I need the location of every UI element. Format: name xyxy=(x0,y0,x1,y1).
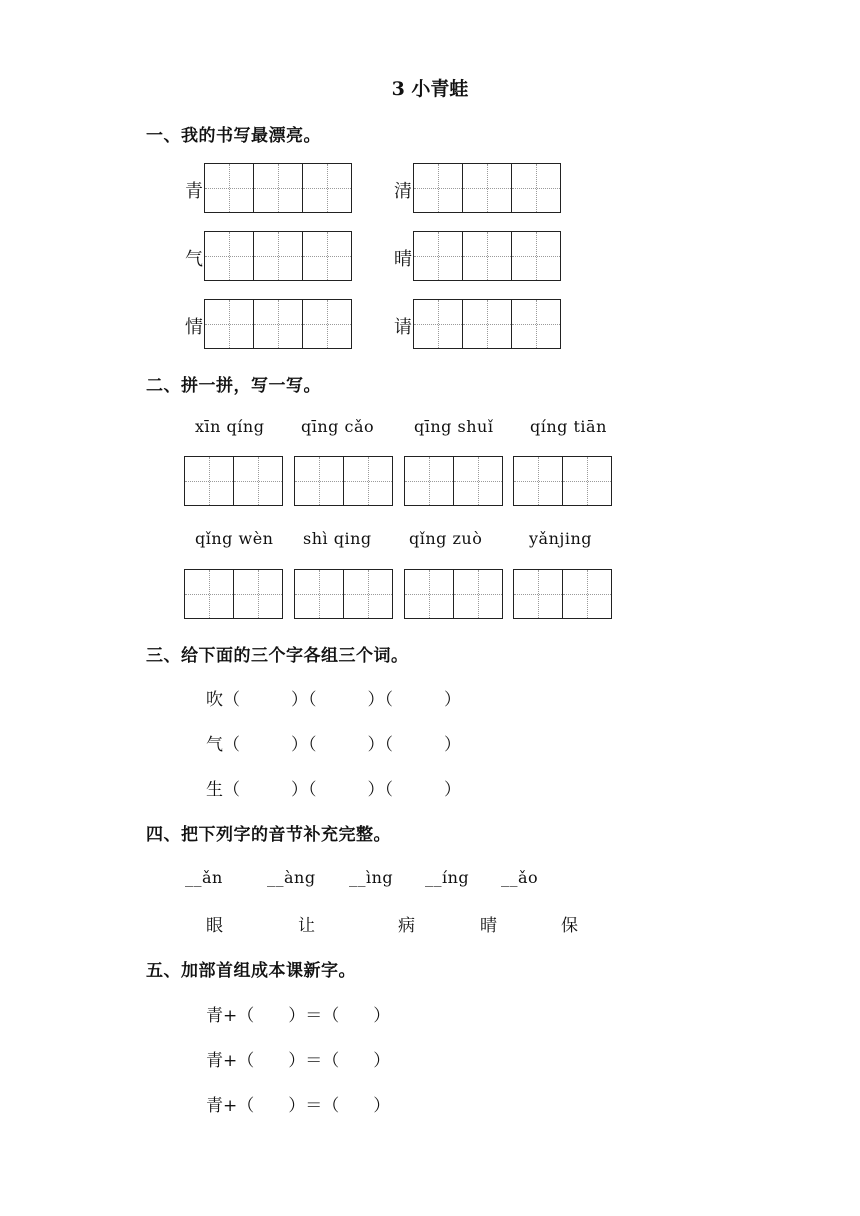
writing-grid[interactable] xyxy=(404,569,503,619)
syllable-blank[interactable]: __ìng xyxy=(349,868,394,887)
syllable-char: 让 xyxy=(298,916,315,936)
pinyin-label: qīng shuǐ xyxy=(414,417,494,436)
syllable-blank[interactable]: __ǎn xyxy=(185,868,223,887)
radical-equation[interactable]: 青+（ ）＝（ ） xyxy=(206,1006,391,1026)
writing-grid[interactable] xyxy=(404,456,503,506)
section-5-heading: 五、加部首组成本课新字。 xyxy=(146,961,356,981)
writing-grid[interactable] xyxy=(413,299,561,349)
section-1-heading: 一、我的书写最漂亮。 xyxy=(146,126,321,146)
writing-grid[interactable] xyxy=(294,456,393,506)
writing-grid[interactable] xyxy=(513,456,612,506)
syllable-char: 病 xyxy=(398,916,415,936)
practice-char: 晴 xyxy=(394,249,412,270)
syllable-char: 晴 xyxy=(480,916,497,936)
syllable-blank[interactable]: __ǎo xyxy=(501,868,539,887)
syllable-blank[interactable]: __íng xyxy=(425,868,470,887)
pinyin-label: qīng cǎo xyxy=(301,417,375,436)
word-group-char: 生 xyxy=(206,780,223,800)
practice-char: 气 xyxy=(185,249,203,270)
writing-grid[interactable] xyxy=(294,569,393,619)
syllable-blank[interactable]: __àng xyxy=(267,868,316,887)
practice-char: 青 xyxy=(185,181,203,202)
word-group-row xyxy=(206,685,461,710)
radical-equation[interactable]: 青+（ ）＝（ ） xyxy=(206,1051,391,1071)
writing-grid[interactable] xyxy=(513,569,612,619)
answer-blanks[interactable]: （ ）（ ）（ ） xyxy=(223,690,461,710)
pinyin-label: qǐng wèn xyxy=(195,529,274,548)
section-3-heading: 三、给下面的三个字各组三个词。 xyxy=(146,646,409,666)
page-title: 3 小青蛙 xyxy=(391,78,469,100)
practice-char: 情 xyxy=(185,317,203,338)
pinyin-label: shì qing xyxy=(303,529,372,548)
answer-blanks[interactable]: （ ）（ ）（ ） xyxy=(223,780,461,800)
writing-grid[interactable] xyxy=(204,299,352,349)
pinyin-label: xīn qíng xyxy=(195,417,265,436)
radical-equation[interactable]: 青+（ ）＝（ ） xyxy=(206,1096,391,1116)
pinyin-label: yǎnjing xyxy=(529,529,593,548)
practice-char: 请 xyxy=(394,317,412,338)
pinyin-label: qíng tiān xyxy=(530,417,607,436)
writing-grid[interactable] xyxy=(204,163,352,213)
syllable-char: 眼 xyxy=(206,916,223,936)
writing-grid[interactable] xyxy=(184,456,283,506)
writing-grid[interactable] xyxy=(413,231,561,281)
writing-grid[interactable] xyxy=(184,569,283,619)
answer-blanks[interactable]: （ ）（ ）（ ） xyxy=(223,735,461,755)
word-group-char: 气 xyxy=(206,735,223,755)
writing-grid[interactable] xyxy=(204,231,352,281)
syllable-char: 保 xyxy=(561,916,578,936)
practice-char: 清 xyxy=(394,181,412,202)
pinyin-label: qǐng zuò xyxy=(409,529,483,548)
word-group-row xyxy=(206,775,461,800)
word-group-char: 吹 xyxy=(206,690,223,710)
section-2-heading: 二、拼一拼，写一写。 xyxy=(146,376,321,396)
section-4-heading: 四、把下列字的音节补充完整。 xyxy=(146,825,391,845)
writing-grid[interactable] xyxy=(413,163,561,213)
word-group-row xyxy=(206,730,461,755)
